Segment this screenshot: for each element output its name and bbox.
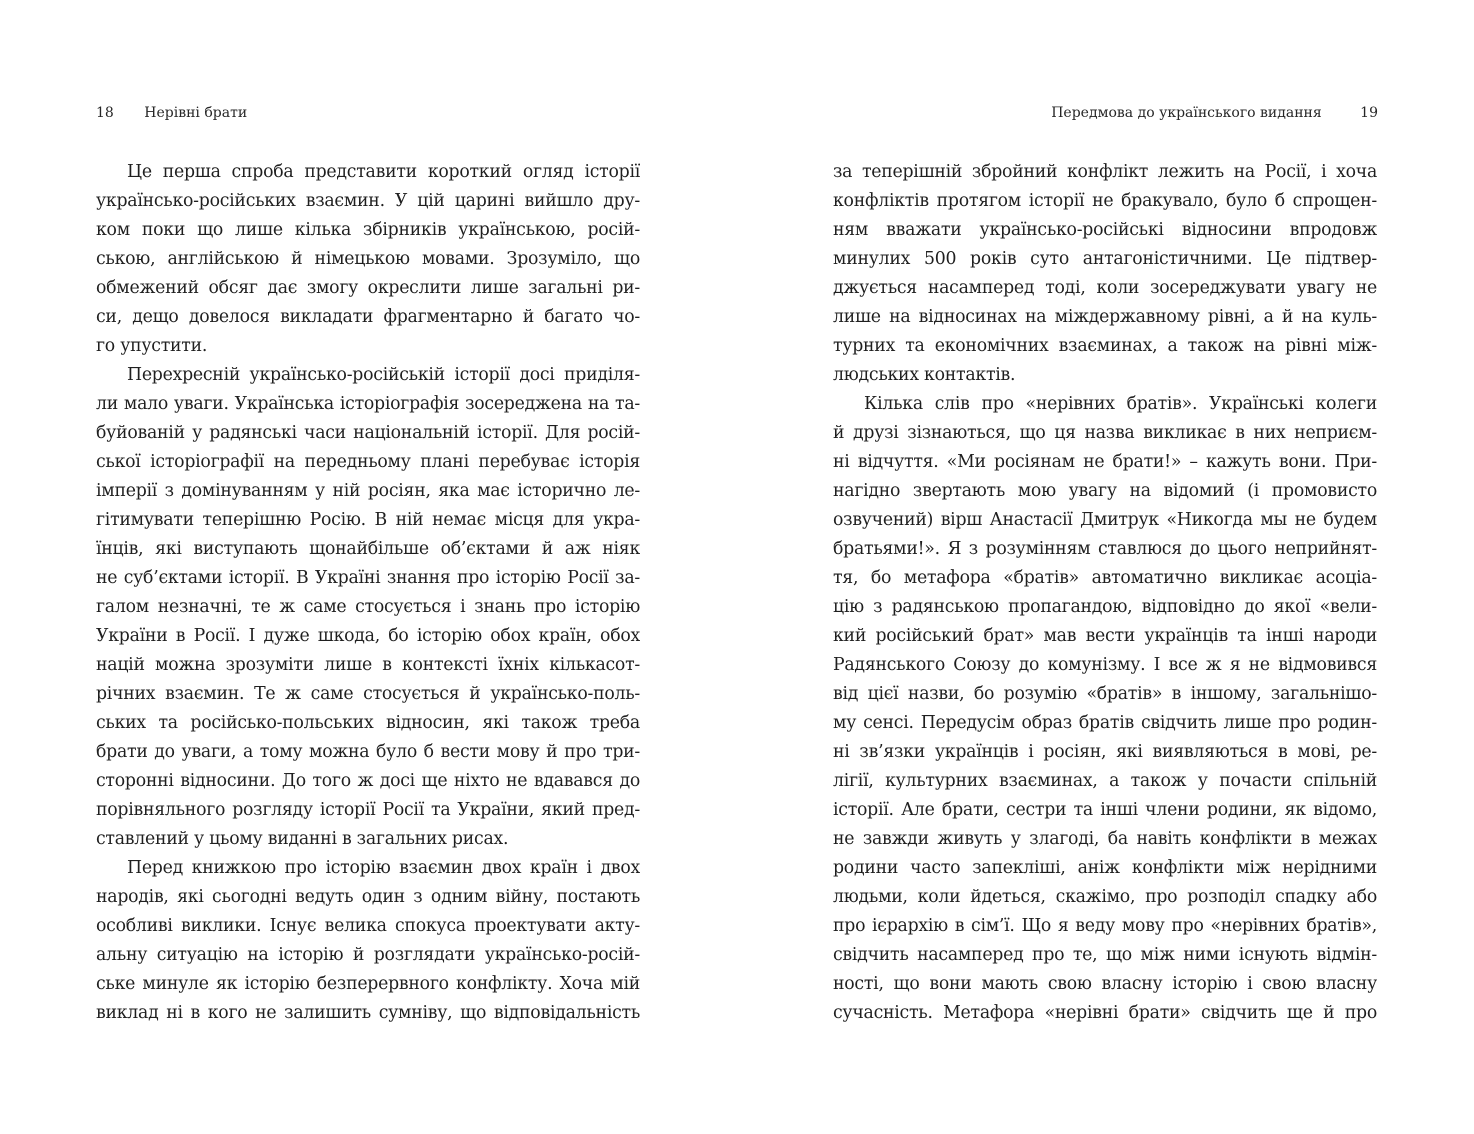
text-line: ською, англійською й німецькою мовами. Зрозуміло, що [96,249,640,269]
left-running-head [96,103,247,123]
text-line: річних взаємин. Те ж саме стосується й українсько-поль- [96,684,640,704]
text-line: тя, бо метафора «братів» автоматично викликає асоціа- [833,568,1377,588]
text-line: обмежений обсяг дає змогу окреслити лише загальні ри- [96,278,640,298]
text-line: людьми, коли йдеться, скажімо, про розподіл спадку або [833,887,1377,907]
text-line: людських контактів. [833,365,1016,385]
text-line: від цієї назви, бо розумію «братів» в іншому, загальнішо- [833,684,1377,704]
text-line: й друзі зізнаються, що ця назва викликає в них неприєм- [833,423,1377,443]
text-line: нагідно звертають мою увагу на відомий (і промовисто [833,481,1377,501]
text-line: свідчить насамперед про те, що між ними існують відмін- [833,945,1377,965]
right-page-number: 19 [1360,105,1378,121]
text-line: особливі виклики. Існує велика спокуса проектувати акту- [96,916,640,936]
left-running-title: Нерівні брати [144,105,248,121]
text-line: сучасність. Метафора «нерівні брати» свідчить ще й про [833,1003,1377,1023]
text-line: родини часто запекліші, аніж конфлікти між нерідними [833,858,1377,878]
text-line: України в Росії. І дуже шкода, бо історію обох країн, обох [96,626,640,646]
text-line: Радянського Союзу до комунізму. І все ж я не відмовився [833,655,1377,675]
text-line: про ієрархію в сім’ї. Що я веду мову про «нерівних братів», [833,916,1377,936]
text-line: імперії з домінуванням у ній росіян, яка має історично ле- [96,481,640,501]
text-line: ської історіографії на передньому плані перебуває історія [96,452,640,472]
text-line: лише на відносинах на міждержавному рівні, а й на куль- [833,307,1377,327]
text-line: порівняльного розгляду історії Росії та України, який пред- [96,800,640,820]
text-line: альну ситуацію на історію й розглядати українсько-росій- [96,945,640,965]
text-line: їнців, які виступають щонайбільше об’єктами й аж ніяк [96,539,640,559]
text-line: Кілька слів про «нерівних братів». Українські колеги [864,394,1377,414]
text-line: ставлений у цьому виданні в загальних рисах. [96,829,509,849]
left-page-number: 18 [96,105,114,121]
text-line: братьями!». Я з розумінням ставлюся до цього неприйнят- [833,539,1377,559]
text-line: ком поки що лише кілька збірників українською, росій- [96,220,640,240]
text-line: Перехресній українсько-російській історії досі приділя- [127,365,640,385]
text-line: го упустити. [96,336,208,356]
text-line: націй можна зрозуміти лише в контексті їхніх кількасот- [96,655,640,675]
text-line: кий російський брат» мав вести українців та інші народи [833,626,1377,646]
text-line: брати до уваги, а тому можна було б вести мову й про три- [96,742,640,762]
text-line: галом незначні, те ж саме стосується і знань про історію [96,597,640,617]
text-line: турних та економічних взаєминах, а також на рівні між- [833,336,1377,356]
text-line: му сенсі. Передусім образ братів свідчить лише про родин- [833,713,1377,733]
right-running-head [1051,103,1378,123]
text-line: буйованій у радянські часи національній історії. Для росій- [96,423,640,443]
text-line: си, дещо довелося викладати фрагментарно й багато чо- [96,307,640,327]
text-line: не завжди живуть у злагоді, ба навіть конфлікти в межах [833,829,1377,849]
text-line: Це перша спроба представити короткий огляд історії [127,162,640,182]
text-line: конфліктів протягом історії не бракувало, було б спрощен- [833,191,1377,211]
text-line: ли мало уваги. Українська історіографія зосереджена на та- [96,394,640,414]
text-line: Перед книжкою про історію взаємин двох країн і двох [127,858,640,878]
right-running-title: Передмова до українського видання [1051,105,1322,121]
text-line: сторонні відносини. До того ж досі ще ніхто не вдавався до [96,771,640,791]
text-line: цію з радянською пропагандою, відповідно до якої «вели- [833,597,1377,617]
text-line: історії. Але брати, сестри та інші члени родини, як відомо, [833,800,1377,820]
text-line: українсько-російських взаємин. У цій царині вийшло дру- [96,191,640,211]
text-line: за теперішній збройний конфлікт лежить на Росії, і хоча [833,162,1377,182]
text-line: ності, що вони мають свою власну історію і свою власну [833,974,1377,994]
text-line: минулих 500 років суто антагоністичними. Це підтвер- [833,249,1377,269]
text-line: ні відчуття. «Ми росіянам не брати!» – кажуть вони. При- [833,452,1377,472]
text-line: не суб’єктами історії. В Україні знання про історію Росії за- [96,568,640,588]
right-body-text [833,158,1377,1028]
left-body-text [96,158,640,1028]
right-page [737,0,1474,1134]
text-line: ських та російсько-польських відносин, які також треба [96,713,640,733]
text-line: озвучений) вірш Анастасії Дмитрук «Никогда мы не будем [833,510,1377,530]
text-line: народів, які сьогодні ведуть один з одним війну, постають [96,887,640,907]
text-line: джується насамперед тоді, коли зосереджувати увагу не [833,278,1377,298]
text-line: ні зв’язки українців і росіян, які виявляються в мові, ре- [833,742,1377,762]
text-line: ське минуле як історію безперервного конфлікту. Хоча мій [96,974,640,994]
text-line: виклад ні в кого не залишить сумніву, що відповідальність [96,1003,640,1023]
text-line: ням вважати українсько-російські відносини впродовж [833,220,1377,240]
text-line: лігії, культурних взаєминах, а також у почасти спільній [833,771,1377,791]
text-line: гітимувати теперішню Росію. В ній немає місця для укра- [96,510,640,530]
